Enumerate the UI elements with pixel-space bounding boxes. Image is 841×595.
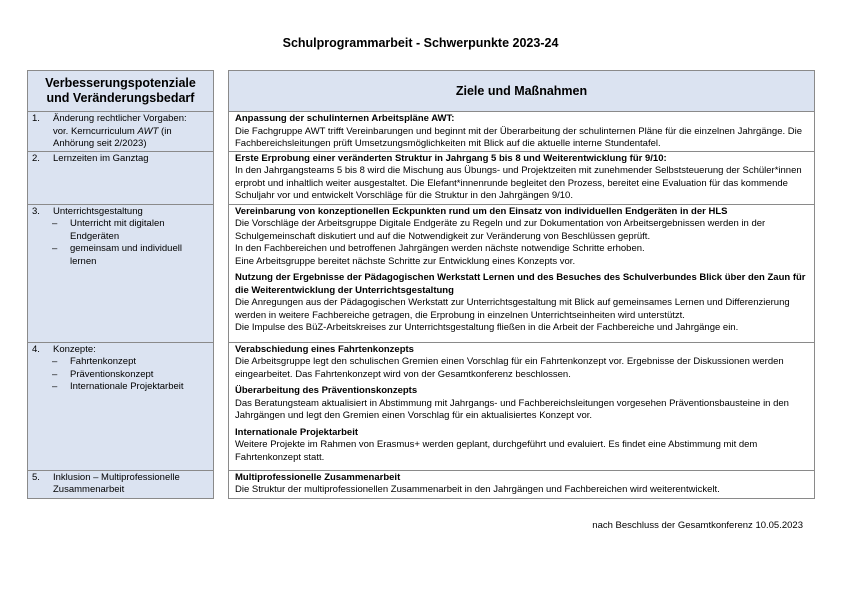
left-row-5 (28, 470, 214, 498)
section-heading: Verabschiedung eines Fahrtenkonzepts (235, 343, 414, 355)
row-text: Lernzeiten im Ganztag (53, 152, 149, 164)
row-text: Zusammenarbeit (53, 484, 125, 495)
right-row-2 (229, 151, 815, 204)
right-row-5 (229, 470, 815, 498)
section-text: Weitere Projekte im Rahmen von Erasmus+ werden geplant, durchgeführt und evaluiert. Es findet eine Abstimmung mit dem Fahrtenkonzept statt. (235, 439, 758, 463)
row-text: Inklusion – Multiprofessionelle (53, 471, 180, 483)
document-title: Schulprogrammarbeit - Schwerpunkte 2023-24 (282, 36, 559, 50)
row-text: Unterrichtsgestaltung (53, 205, 143, 217)
list-item: – Fahrtenkonzept (52, 356, 137, 367)
row-text: Konzepte: (53, 343, 96, 355)
section-text: Eine Arbeitsgruppe bereitet nächste Schritte zur Entwicklung eines Konzepts vor. (235, 255, 576, 267)
section-heading: Internationale Projektarbeit (235, 426, 359, 438)
section-heading: Erste Erprobung einer veränderten Struktur in Jahrgang 5 bis 8 und Weiterentwicklung für 9/10: (235, 152, 667, 164)
right-table (228, 70, 815, 499)
section-text: In den Jahrgangsteams 5 bis 8 wird die Mischung aus Übungs- und Projektzeiten mit zunehmender Selbststeuerung der Schüler*innen erprobt und inhaltlich weiter ausgestaltet. Die Elefant*innenrunde begleitet den Prozess, bereitet eine Evaluation für das kommende Schuljahr vor und entwickelt Vorschläge für die Struktur in den Jahrgängen 9/10. (235, 165, 802, 201)
list-item: – Unterricht mit digitalen Endgeräten (52, 218, 165, 242)
section-text: Die Vorschläge der Arbeitsgruppe Digitale Endgeräte zu Regeln und zur Dokumentation von Arbeitsergebnissen werden in der Schulgemeinschaft diskutiert und auf die Notwendigkeit zur Veränderung von Beschlüssen geprüft. (235, 218, 766, 242)
list-item: – Präventionskonzept (52, 368, 154, 380)
right-row-3 (229, 204, 815, 342)
right-row-1 (229, 112, 815, 152)
left-table (27, 70, 214, 499)
left-header-line1: Verbesserungspotenziale (45, 76, 196, 90)
section-text: In den Fachbereichen und betroffenen Jahrgängen werden nächste notwendige Schritte erhoben. (235, 243, 645, 254)
section-heading: Überarbeitung des Präventionskonzepts (235, 385, 418, 396)
section-heading: Anpassung der schulinternen Arbeitspläne AWT: (235, 113, 455, 124)
section-text: Die Anregungen aus der Pädagogischen Werkstatt zur Unterrichtsgestaltung mit Blick auf gemeinsames Lernen und Differenzierung werden in weitere Fachbereiche getragen, die Erprobung in einzelnen Unterrichtseinheiten wird unterstützt. (235, 297, 790, 321)
row-text: vor. Kerncurriculum AWT (in (53, 125, 172, 137)
row-number: 2. (32, 152, 40, 164)
left-row-1 (28, 112, 214, 152)
section-text: Das Beratungsteam aktualisiert in Abstimmung mit Jahrgangs- und Fachbereichsleitungen vorgesehen Präventionsbausteine in den Jahrgängen und legt den Gremien einen Vorschlag für ein aktualisiertes Konzept vor. (235, 397, 789, 421)
left-row-2 (28, 151, 214, 204)
section-text: Die Arbeitsgruppe legt den schulischen Gremien einen Vorschlag für ein Fahrtenkonzept vor. Ergebnisse der Diskussionen werden eingearbeitet. Das Fahrtenkonzept wird von der Gesamtkonferenz beschlossen. (235, 356, 784, 380)
list-item: – Internationale Projektarbeit (52, 381, 184, 392)
left-header-line2: und Veränderungsbedarf (46, 91, 195, 105)
footer-note: nach Beschluss der Gesamtkonferenz 10.05.2023 (592, 520, 803, 531)
section-heading: Nutzung der Ergebnisse der Pädagogischen Werkstatt Lernen und des Besuches des Schulverbundes Blick über den Zaun für die Weiterentwicklung der Unterrichtsgestaltung (235, 272, 806, 296)
left-header (28, 71, 214, 112)
section-heading: Vereinbarung von konzeptionellen Eckpunkten rund um den Einsatz von individuellen Endgeräten in der HLS (235, 205, 728, 217)
left-row-3 (28, 204, 214, 342)
row-number: 3. (32, 205, 40, 217)
row-text: Änderung rechtlicher Vorgaben: (53, 113, 187, 124)
right-header: Ziele und Maßnahmen (229, 71, 815, 112)
row-number: 4. (32, 343, 40, 355)
section-text: Die Fachgruppe AWT trifft Vereinbarungen und beginnt mit der Überarbeitung der schulinternen Pläne für die einzelnen Jahrgänge. Die Fachbereichsleitungen prüft Umsetzungsmöglichkeiten mit Blick auf die aktuelle interne Stundentafel. (235, 125, 803, 149)
right-row-4 (229, 342, 815, 470)
section-text: Die Impulse des BüZ-Arbeitskreises zur Unterrichtsgestaltung fließen in die Arbeit der Fachbereiche und Jahrgänge ein. (235, 322, 739, 333)
section-heading: Multiprofessionelle Zusammenarbeit (235, 471, 401, 483)
left-row-4 (28, 342, 214, 470)
row-number: 1. (32, 113, 40, 124)
row-number: 5. (32, 471, 40, 483)
row-text: Anhörung seit 2/2023) (53, 138, 147, 149)
section-text: Die Struktur der multiprofessionellen Zusammenarbeit in den Jahrgängen und Fachbereichen wird weiterentwickelt. (235, 484, 720, 495)
list-item: – gemeinsam und individuell lernen (52, 243, 182, 267)
